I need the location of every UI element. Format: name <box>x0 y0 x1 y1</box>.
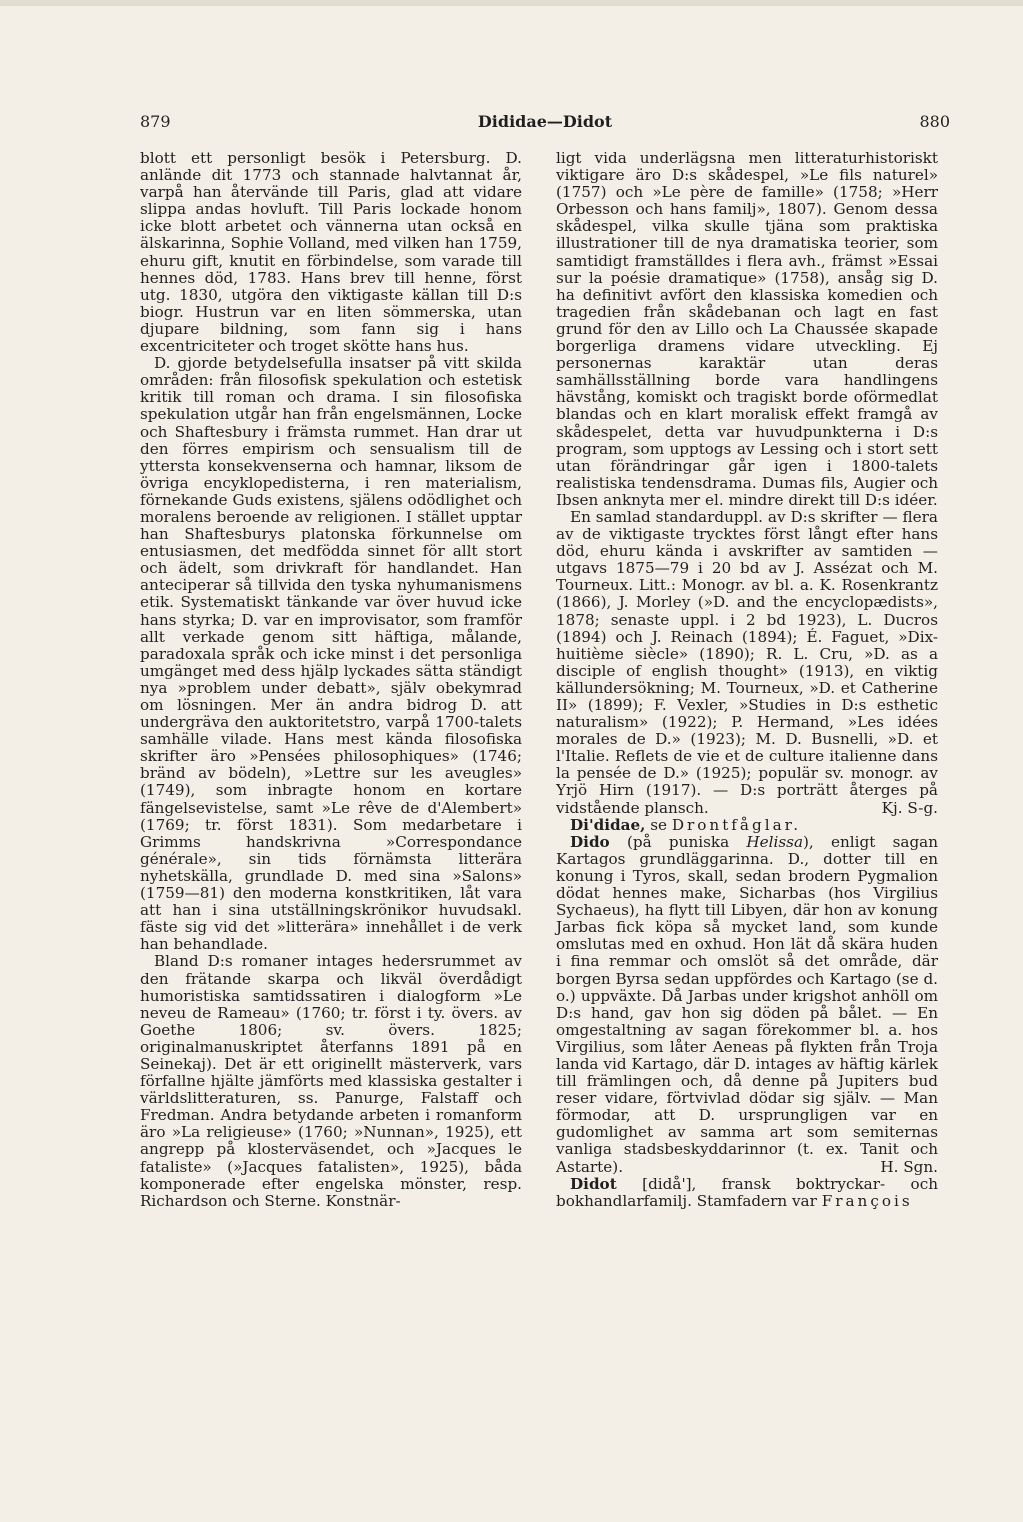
entry-didot <box>556 1176 938 1210</box>
page-header <box>140 112 950 140</box>
entry-dido <box>556 834 938 1176</box>
paragraph: blott ett personligt besök i Petersburg. D. anlände dit 1773 och stannade halvtannat år, varpå han återvände till Paris, glad att vidare slippa andas hovluft. Till Paris lockade honom icke blott arbetet och vännerna utan också en älskarinna, Sophie Volland, med vilken han 1759, ehuru gift, knutit en förbindelse, som varade till hennes död, 1783. Hans brev till henne, först utg. 1830, utgöra den viktigaste källan till D:s biogr. Hustrun var en liten sömmerska, utan djupare bildning, som fann sig i hans excentriciteter och troget skötte hans hus. <box>140 149 522 356</box>
entry-headword: Dido <box>570 832 610 851</box>
page-top-edge <box>0 0 1023 6</box>
paragraph: ligt vida underlägsna men litteraturhistoriskt viktigare äro D:s skådespel, »Le fils naturel» (1757) och »Le père de famille» (1758; »Herr Orbesson och hans familj», 1807). Genom dessa skådespel, vilka skulle tjäna som praktiska illustrationer till de nya dramatiska teorier, som samtidigt framställdes i flera avh., främst »Essai sur la poésie dramatique» (1758), ansåg sig D. ha definitivt avfört den klassiska komedien och tragedien från skådebanan och lagt en fast grund för den av Lillo och La Chaussée skapade borgerliga dramens vidare utveckling. Ej personernas karaktär utan deras samhällsställning borde vara handlingens hävstång, komiskt och tragiskt borde oförmedlat blandas och en klart moralisk effekt framgå av skådespelet, detta var huvudpunkterna i D:s program, som upptogs av Lessing och i stort sett utan förändringar går igen i 1800-talets realistiska tendensdrama. Dumas fils, Augier och Ibsen anknyta mer el. mindre direkt till D:s idéer. <box>556 149 938 509</box>
entry-text: ), enligt sagan Kartagos grundläggarinna. D., dotter till en konung i Tyros, skall, sedan brodern Pygmalion dödat hennes make, Sicharbas (hos Virgilius Sychaeus), ha flytt till Libyen, där hon av konung Jarbas fick köpa så mycket land, som kunde omslutas med en oxhud. Hon lät då skära huden i fina remmar och omslöt så det område, där borgen Byrsa sedan uppfördes och Kartago (se d. o.) uppväxte. Då Jarbas under krigshot anhöll om D:s hand, gav hon sig döden på bålet. — En omgestaltning av sagan förekommer bl. a. hos Virgilius, som låter Aeneas på flykten från Troja landa vid Kartago, där D. intages av häftig kärlek till främlingen och, då denne på Jupiters bud reser vidare, förtvivlad dödar sig själv. — Man förmodar, att D. ursprungligen var en gudomlighet av samma art som semiternas vanliga stadsbeskyddarinnor (t. ex. Tanit och Astarte). <box>556 832 938 1176</box>
cross-reference: Drontfåglar. <box>671 815 802 834</box>
paragraph: D. gjorde betydelsefulla insatser på vitt skilda områden: från filosofisk spekulation och estetisk kritik till roman och drama. I sin filosofiska spekulation utgår han från engelsmännen, Locke och Shaftesbury i främsta rummet. Han drar ut den förres empirism och sensualism till de yttersta konsekvenserna och hamnar, liksom de övriga encyklopedisterna, i ren materialism, förnekande Guds existens, själens odödlighet och moralens beroende av religionen. I stället upptar han Shaftesburys platonska förkunnelse om entusiasmen, det medfödda sinnet för allt stort och ädelt, som drivkraft för handlandet. Han anteciperar så tillvida den tyska nyhumanismens etik. Systematiskt tänkande var över huvud icke hans styrka; D. var en improvisator, som framför allt verkade genom sitt häftiga, målande, paradoxala språk och icke minst i det personliga umgänget med dess hjälp lyckades sätta ständigt nya »problem under debatt», själv obekymrad om lösningen. Mer än andra bidrog D. att undergräva den auktoritetstro, varpå 1700-talets samhälle vilade. Hans mest kända filosofiska skrifter äro »Pensées philosophiques» (1746; bränd av bödeln), »Lettre sur les aveugles» (1749), som inbragte honom en kortare fängelsevistelse, samt »Le rêve de d'Alembert» (1769; tr. först 1831). Som medarbetare i Grimms handskrivna »Correspondance générale», sin tids förnämsta litterära nyhetskälla, grundlade D. med sina »Salons» (1759—81) den moderna konstkritiken, låt vara att han i sina utställningskrönikor huvudsakl. fäste sig vid det »litterära» innehållet i de verk han behandlade. <box>140 354 522 954</box>
page-number-right: 880 <box>919 112 950 131</box>
paragraph <box>556 509 938 817</box>
entry-headword: Di'didae, <box>570 815 646 834</box>
right-column <box>556 150 938 1210</box>
left-column <box>140 150 522 1210</box>
paragraph: Bland D:s romaner intages hedersrummet av den frätande skarpa och likväl överdådigt humoristiska samtidssatiren i dialogform »Le neveu de Rameau» (1760; tr. först i ty. övers. av Goethe 1806; sv. övers. 1825; originalmanuskriptet återfanns 1891 på en Seinekaj). Det är ett originellt mästerverk, vars förfallne hjälte jämförts med klassiska gestalter i världslitteraturen, ss. Panurge, Falstaff och Fredman. Andra betydande arbeten i romanform äro »La religieuse» (1760; »Nunnan», 1925), ett angrepp på klosterväsendet, och »Jacques le fataliste» (»Jacques fatalisten», 1925), båda komponerade efter engelska mönster, resp. Richardson och Sterne. Konstnär- <box>140 952 522 1210</box>
author-signature: H. Sgn. <box>880 1157 938 1176</box>
entry-text: se <box>650 815 668 834</box>
entry-text: [didå'], fransk boktryckar- och bokhandlarfamilj. Stamfadern var <box>556 1174 938 1210</box>
running-head: Dididae—Didot <box>477 112 613 131</box>
entry-headword: Didot <box>570 1174 617 1193</box>
author-signature: Kj. S-g. <box>881 798 938 817</box>
entry-text: (på puniska <box>626 832 730 851</box>
entry-italic: Helissa <box>746 832 803 851</box>
paragraph-text: En samlad standarduppl. av D:s skrifter — flera av de viktigaste trycktes först långt efter hans död, ehuru kända i avskrifter av samtiden — utgavs 1875—79 i 20 bd av J. Assézat och M. Tourneux. Litt.: Monogr. av bl. a. K. Rosenkrantz (1866), J. Morley (»D. and the encyclopædists», 1878; senaste uppl. i 2 bd 1923), L. Ducros (1894) och J. Reinach (1894); É. Faguet, »Dix-huitième siècle» (1890); R. L. Cru, »D. as a disciple of english thought» (1913), en viktig källundersökning; M. Tourneux, »D. et Catherine II» (1899); F. Vexler, »Studies in D:s esthetic naturalism» (1922); P. Hermand, »Les idées morales de D.» (1923); M. D. Busnelli, »D. et l'Italie. Reflets de vie et de culture italienne dans la pensée de D.» (1925); populär sv. monogr. av Yrjö Hirn (1917). — D:s porträtt återges på vidstående plansch. <box>556 507 938 817</box>
page-number-left: 879 <box>140 112 171 131</box>
entry-dididae <box>556 817 938 834</box>
person-name: François <box>821 1191 913 1210</box>
